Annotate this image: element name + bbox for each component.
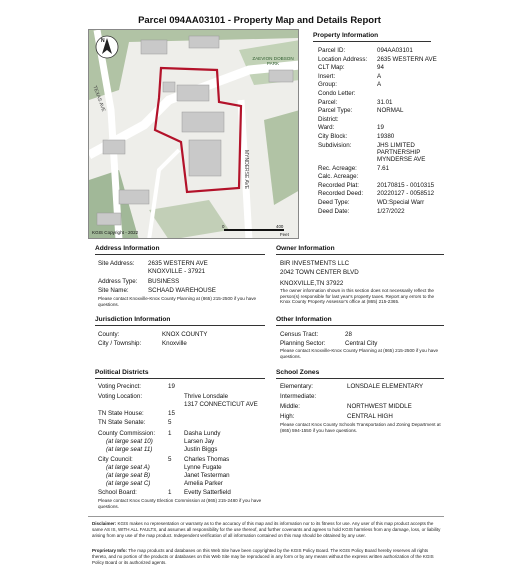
owner-line-1: BIR INVESTMENTS LLC xyxy=(280,260,350,267)
address-info-section xyxy=(95,245,265,255)
school-board-member: Evetty Satterfield xyxy=(184,489,231,496)
sector-label: Planning Sector: xyxy=(280,340,326,347)
disclaimer xyxy=(92,521,444,539)
seat-c-label: (at large seat C) xyxy=(106,480,151,487)
address-type-value: BUSINESS xyxy=(148,278,180,285)
disclaimer-text: KGIS makes no representation or warranty as to the accuracy of this map and its information nor to its fitness for use. Any user of this map product accepts the same AS IS, WITH ALL FAULTS, and assumes all responsibility for the use thereof, and further covenants and agrees to hold KGIS harmless from any damage, loss, or liability arising from any use of the map product. Independent verification of all information contained on this map should be obtained by any user. xyxy=(92,521,441,538)
street-label-mynderse: MYNDERSE AVE xyxy=(243,150,249,190)
property-row-value: JHS LIMITED PARTNERSHIP MYNDERSE AVE xyxy=(377,141,426,164)
property-row-value: 094AA03101 xyxy=(377,47,413,54)
proprietary-info xyxy=(92,548,444,566)
county-commission-value: 1 xyxy=(168,430,172,437)
city-label: City / Township: xyxy=(98,340,142,347)
street-label-texas: TEXAS AVE xyxy=(91,85,107,113)
county-commission-label: County Commission: xyxy=(98,430,156,437)
property-row-value: 2635 WESTERN AVE xyxy=(377,55,437,63)
owner-info-section xyxy=(276,245,444,255)
state-senate-label: TN State Senate: xyxy=(98,419,146,426)
scale-max: 400 xyxy=(276,224,284,229)
site-name-label: Site Name: xyxy=(98,287,129,294)
property-row-value: 31.01 xyxy=(377,98,393,106)
property-row-label: Location Address: xyxy=(318,55,368,63)
property-row-value: A xyxy=(377,81,382,89)
elementary-value: LONSDALE ELEMENTARY xyxy=(347,383,424,390)
property-row-label: CLT Map: xyxy=(318,64,345,72)
property-row-label: City Block: xyxy=(318,133,348,140)
property-row-label: Parcel: xyxy=(318,98,338,106)
property-info-header: Property Information xyxy=(313,32,431,42)
scale-bar xyxy=(224,229,284,231)
site-address-2: KNOXVILLE - 37921 xyxy=(148,268,206,275)
school-board-value: 1 xyxy=(168,489,172,496)
voting-precinct-value: 19 xyxy=(168,383,175,390)
political-section xyxy=(95,369,265,379)
property-info-section xyxy=(313,32,431,42)
high-label: High: xyxy=(280,413,295,420)
property-row-label: Ward: xyxy=(318,124,335,132)
property-row-label: Recorded Plat: xyxy=(318,181,359,189)
owner-line-2: 2042 TOWN CENTER BLVD xyxy=(280,269,359,276)
property-row-label: Condo Letter: xyxy=(318,90,356,97)
voting-location-1: Thrive Lonsdale xyxy=(184,393,229,400)
park-label: ZAEVION DOBSON PARK xyxy=(252,56,294,67)
property-row-label: Parcel Type: xyxy=(318,107,353,115)
political-note: Please contact Knox County Election Commission at (865) 215-2480 if you have questions. xyxy=(98,498,262,509)
high-value: CENTRAL HIGH xyxy=(347,413,393,420)
property-row-label: Subdivision: xyxy=(318,141,352,149)
property-row-value: 19380 xyxy=(377,133,395,140)
school-board-label: School Board: xyxy=(98,489,137,496)
other-note: Please contact Knoxville-Knox County Planning at (865) 215-2500 if you have questions. xyxy=(280,348,439,359)
intermediate-label: Intermediate: xyxy=(280,393,317,400)
jurisdiction-header: Jurisdiction Information xyxy=(95,316,265,326)
scale-unit: Feet xyxy=(280,232,289,237)
other-info-section xyxy=(276,316,444,326)
state-house-label: TN State House: xyxy=(98,410,144,417)
footer-divider xyxy=(88,516,444,517)
property-row-value: NORMAL xyxy=(377,107,404,115)
voting-location-2: 1317 CONNECTICUT AVE xyxy=(184,401,258,408)
city-value: Knoxville xyxy=(162,340,187,347)
seat-10-label: (at large seat 10) xyxy=(106,438,153,445)
other-info-header: Other Information xyxy=(276,316,444,326)
commissioner-1: Dasha Lundy xyxy=(184,430,221,437)
parcel-map[interactable] xyxy=(88,29,299,239)
address-info-header: Address Information xyxy=(95,245,265,255)
property-row-value: 19 xyxy=(377,124,384,132)
seat-11-value: Justin Biggs xyxy=(184,446,218,453)
property-row-value: WD:Special Warr xyxy=(377,199,425,206)
voting-precinct-label: Voting Precinct: xyxy=(98,383,141,390)
property-row-label: Deed Date: xyxy=(318,207,350,215)
property-row-label: Parcel ID: xyxy=(318,47,346,54)
property-row-value: 1/27/2022 xyxy=(377,207,405,215)
census-label: Census Tract: xyxy=(280,331,319,338)
jurisdiction-section xyxy=(95,316,265,326)
voting-location-label: Voting Location: xyxy=(98,393,143,400)
map-copyright: KGIS Copyright - 2022 xyxy=(92,230,139,235)
seat-a-label: (at large seat A) xyxy=(106,464,150,471)
property-row-value: 7.61 xyxy=(377,164,390,172)
state-senate-value: 5 xyxy=(168,419,172,426)
owner-info-header: Owner Information xyxy=(276,245,444,255)
seat-b-value: Janet Testerman xyxy=(184,472,230,479)
county-value: KNOX COUNTY xyxy=(162,331,208,338)
address-type-label: Address Type: xyxy=(98,278,138,285)
proprietary-label: Proprietary Info: xyxy=(92,548,128,553)
school-zones-note: Please contact Knox County Schools Transportation and Zoning Department at (865) 594-1550 if you have questions. xyxy=(280,422,441,433)
seat-11-label: (at large seat 11) xyxy=(106,446,153,453)
middle-label: Middle: xyxy=(280,403,300,410)
page-title: Parcel 094AA03101 - Property Map and Details Report xyxy=(138,15,381,26)
owner-note: The owner information shown in this section does not necessarily reflect the person(s) responsible for last year's property taxes. Report any errors to the Knox County Property Assessor's office at (865) 215-2365. xyxy=(280,288,435,305)
city-council-label: City Council: xyxy=(98,456,133,463)
school-zones-header: School Zones xyxy=(276,369,444,379)
city-council-value: 5 xyxy=(168,456,172,463)
property-row-value: A xyxy=(377,72,382,80)
site-address-label: Site Address: xyxy=(98,260,135,267)
seat-c-value: Amelia Parker xyxy=(184,480,223,487)
school-zones-section xyxy=(276,369,444,379)
middle-value: NORTHWEST MIDDLE xyxy=(347,403,412,410)
proprietary-text: The map products and databases on this Web Site have been copyrighted by the KGIS Policy Board. The KGIS Policy Board hereby reserves all rights thereto, and no portion of the products or databases on this Web Site may be reproduced in any form or by any means without the express written authorization of the KGIS Policy Board or its authorized agents. xyxy=(92,548,434,565)
elementary-label: Elementary: xyxy=(280,383,314,390)
seat-10-value: Larsen Jay xyxy=(184,438,215,445)
seat-b-label: (at large seat B) xyxy=(106,472,151,479)
council-1: Charles Thomas xyxy=(184,456,230,463)
owner-line-3: KNOXVILLE,TN 37922 xyxy=(280,280,344,287)
property-row-label: Insert: xyxy=(318,72,336,80)
property-row-value: 20170815 - 0010315 xyxy=(377,181,435,189)
north-label: N xyxy=(101,38,105,44)
site-address-1: 2635 WESTERN AVE xyxy=(148,260,208,267)
sector-value: Central City xyxy=(345,340,378,347)
property-row-label: District: xyxy=(318,115,339,123)
scale-zero: 0 xyxy=(222,224,225,229)
property-row-label: Recorded Deed: xyxy=(318,190,364,198)
property-row-value: 20220127 - 0058512 xyxy=(377,190,435,198)
property-row-label: Deed Type: xyxy=(318,199,350,206)
property-row-label: Group: xyxy=(318,81,337,89)
census-value: 28 xyxy=(345,331,352,338)
state-house-value: 15 xyxy=(168,410,175,417)
property-row-label: Calc. Acreage: xyxy=(318,173,359,181)
address-note: Please contact Knoxville-Knox County Planning at (865) 215-2500 if you have questions. xyxy=(98,296,257,307)
property-row-label: Rec. Acreage: xyxy=(318,164,357,172)
political-header: Political Districts xyxy=(95,369,265,379)
disclaimer-label: Disclaimer: xyxy=(92,521,117,526)
seat-a-value: Lynne Fugate xyxy=(184,464,222,471)
county-label: County: xyxy=(98,331,120,338)
site-name-value: SCHAAD WAREHOUSE xyxy=(148,287,216,294)
property-row-value: 94 xyxy=(377,64,384,72)
